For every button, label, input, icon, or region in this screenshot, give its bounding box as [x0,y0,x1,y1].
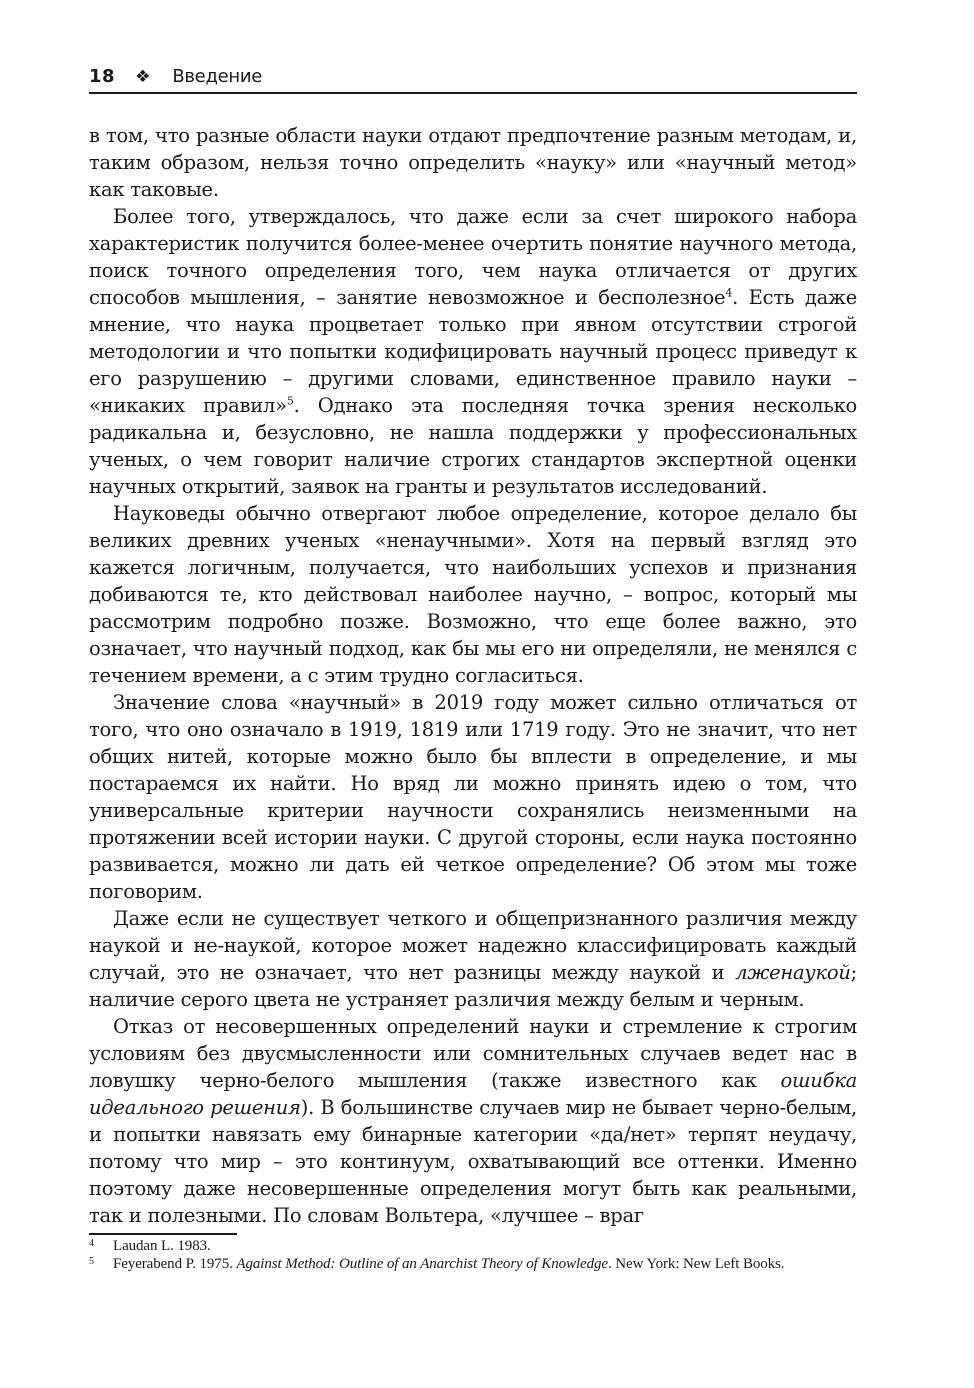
footnotes [89,1237,857,1273]
main-text [89,122,857,1229]
paragraph-3: Науковеды обычно отвергают любое определение, которое делало бы великих древних ученых «ненаучными». Хотя на первый взгляд это кажется логичным, получается, что наибольших успехов и признания добиваются те, кто действовал наиболее научно, – вопрос, который мы рассмотрим подробно позже. Возможно, что еще более важно, это означает, что научный подход, как бы мы его ни определяли, не менялся с течением времени, а с этим трудно согласиться. [89,502,857,687]
footnote-text: Laudan L. 1983. [113,1238,211,1254]
footnote-number: 4 [89,1238,94,1249]
footnote-ref-4[interactable]: 4 [725,286,733,300]
paragraph-6-text-a: Отказ от несовершенных определений науки и стремление к строгим условиям без двусмысленности или сомнительных случаев ведет нас в ловушку черно-белого мышления (также известного как [89,1015,857,1092]
footnote-5 [89,1255,857,1273]
paragraph-2-text-a: Более того, утверждалось, что даже если за счет широкого набора характеристик получится более-менее очертить понятие научного метода, поиск точного определения того, чем наука отличается от других способов мышления, – занятие невозможное и бесполезное [89,205,857,309]
section-title: Введение [172,66,263,87]
running-header [89,66,857,94]
footnote-5-text-a: Feyerabend P. 1975. [113,1256,237,1272]
paragraph-6 [89,1013,857,1229]
footnote-ref-5[interactable]: 5 [286,394,294,408]
paragraph-5 [89,905,857,1013]
paragraph-6-text-b: ). В большинстве случаев мир не бывает черно-белым, и попытки навязать ему бинарные категории «да/нет» терпят неудачу, потому что мир – это континуум, охватывающий все оттенки. Именно поэтому даже несовершенные определения могут быть как реальными, так и полезными. По словам Вольтера, «лучшее – враг [89,1096,857,1227]
paragraph-2 [89,203,857,500]
book-page [89,66,857,1273]
footnote-5-text-b: . New York: New Left Books. [607,1256,785,1272]
paragraph-5-text-a: Даже если не существует четкого и общепризнанного различия между наукой и не-наукой, которое может надежно классифицировать каждый случай, это не означает, что нет разницы между наукой и [89,907,857,984]
paragraph-1: в том, что разные области науки отдают предпочтение разным методам, и, таким образом, нельзя точно определить «науку» или «научный метод» как таковые. [89,124,857,201]
paragraph-2-text-b: . Есть даже мнение, что наука процветает только при явном отсутствии строгой методологии и что попытки кодифицировать научный процесс приведут к его разрушению – другими словами, единственное правило науки – «никаких правил» [89,286,857,417]
paragraph-6-emphasis: ошибка идеального решения [89,1069,857,1119]
footnote-number: 5 [89,1256,94,1267]
ornament-icon: ❖ [135,67,151,87]
paragraph-5-emphasis: лженаукой [735,961,851,984]
paragraph-5-text-b: ; наличие серого цвета не устраняет различия между белым и черным. [89,961,857,1011]
paragraph-4: Значение слова «научный» в 2019 году может сильно отличаться от того, что оно означало в 1919, 1819 или 1719 году. Это не значит, что нет общих нитей, которые можно было бы вплести в определение, и мы постараемся их найти. Но вряд ли можно принять идею о том, что универсальные критерии научности сохранялись неизменными на протяжении всей истории науки. С другой стороны, если наука постоянно развивается, можно ли дать ей четкое определение? Об этом мы тоже поговорим. [89,691,857,903]
page-number: 18 [89,66,116,87]
footnote-text [113,1255,857,1273]
footnote-4 [89,1237,857,1255]
footnote-divider [89,1233,237,1235]
paragraph-2-text-c: . Однако эта последняя точка зрения несколько радикальна и, безусловно, не нашла поддержки у профессиональных ученых, о чем говорит наличие строгих стандартов экспертной оценки научных открытий, заявок на гранты и результатов исследований. [89,394,858,498]
footnote-5-book-title: Against Method: Outline of an Anarchist Theory of Knowledge [236,1256,608,1272]
